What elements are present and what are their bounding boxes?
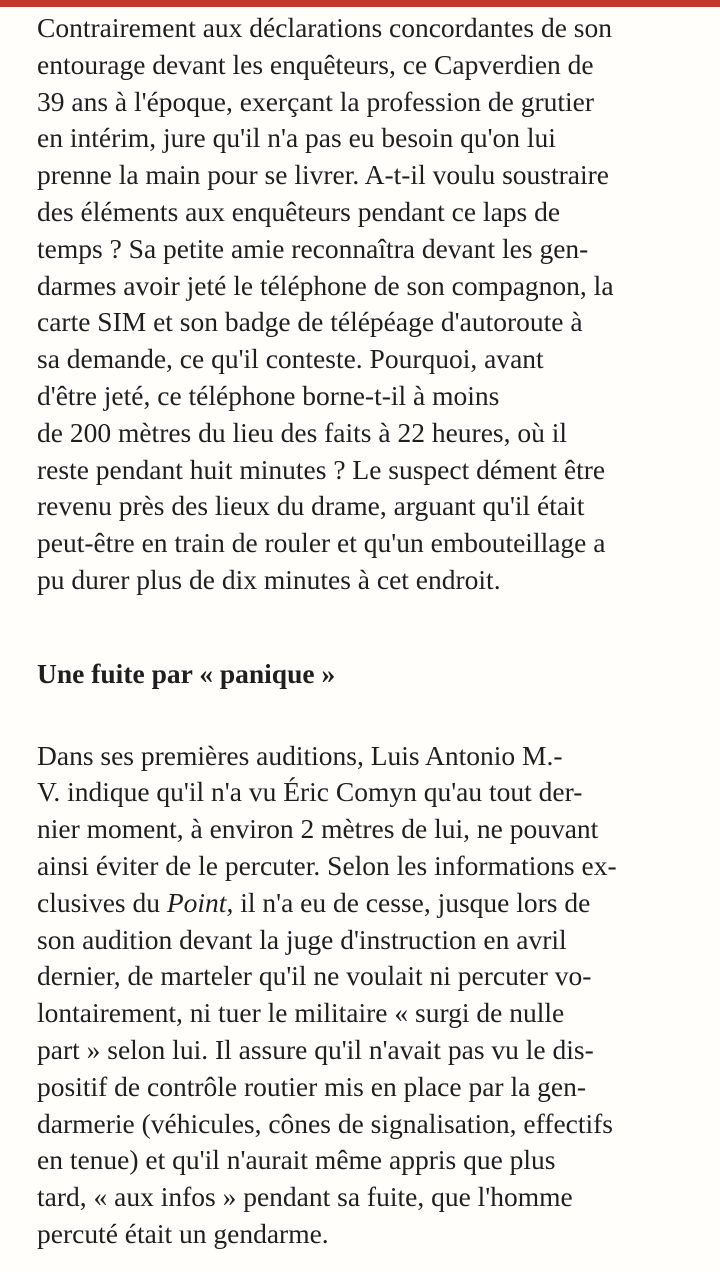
publication-name: Point [166,886,227,918]
accent-top-bar [0,0,720,7]
text-line: en tenue) et qu'il n'aurait même appris que plus [37,1144,556,1176]
text-line: darmes avoir jeté le téléphone de son compagnon, la [37,269,614,301]
text-line: en intérim, jure qu'il n'a pas eu besoin qu'on lui [37,122,556,154]
text-line: prenne la main pour se livrer. A-t-il voulu soustraire [37,159,610,191]
text-line: darmerie (véhicules, cônes de signalisation, effectifs [37,1107,614,1139]
text-line: Dans ses premières auditions, Luis Antonio M.- [37,739,563,771]
text-line [37,885,687,922]
text-line: entourage devant les enquêteurs, ce Capverdien de [37,48,594,80]
article-paragraph [37,738,687,1253]
text-line: 39 ans à l'époque, exerçant la profession de grutier [37,85,595,117]
text-line: nier moment, à environ 2 mètres de lui, ne pouvant [37,813,599,845]
text-line: dernier, de marteler qu'il ne voulait ni percuter vo- [37,960,592,992]
text-line: temps ? Sa petite amie reconnaîtra devant les gen- [37,232,589,264]
text-line: Contrairement aux déclarations concordantes de son [37,12,613,43]
text-line: ainsi éviter de le percuter. Selon les informations ex- [37,849,617,881]
text-line: revenu près des lieux du drame, arguant qu'il était [37,490,585,522]
text-line: peut-être en train de rouler et qu'un embouteillage a [37,527,606,559]
article-paragraph [37,10,687,599]
text-line: d'être jeté, ce téléphone borne-t-il à moins [37,379,500,411]
text-line: part » selon lui. Il assure qu'il n'avait pas vu le dis- [37,1033,594,1065]
text-line: percuté était un gendarme. [37,1217,329,1249]
text-line: positif de contrôle routier mis en place par la gen- [37,1070,587,1102]
text-line: lontairement, ni tuer le militaire « surgi de nulle [37,997,565,1029]
section-heading: Une fuite par « panique » [37,657,336,689]
text-fragment: , il n'a eu de cesse, jusque lors de [226,886,591,918]
text-line: son audition devant la juge d'instruction en avril [37,923,567,955]
text-line: pu durer plus de dix minutes à cet endroit. [37,563,501,595]
text-line: des éléments aux enquêteurs pendant ce laps de [37,195,561,227]
text-line: de 200 mètres du lieu des faits à 22 heures, où il [37,416,568,448]
text-line: V. indique qu'il n'a vu Éric Comyn qu'au tout der- [37,776,583,808]
text-line: carte SIM et son badge de télépéage d'autoroute à [37,306,583,338]
text-line: sa demande, ce qu'il conteste. Pourquoi, avant [37,343,544,375]
article-body [37,10,687,1253]
text-line: tard, « aux infos » pendant sa fuite, que l'homme [37,1181,573,1213]
text-fragment: clusives du [37,886,167,918]
text-line: reste pendant huit minutes ? Le suspect dément être [37,453,606,485]
